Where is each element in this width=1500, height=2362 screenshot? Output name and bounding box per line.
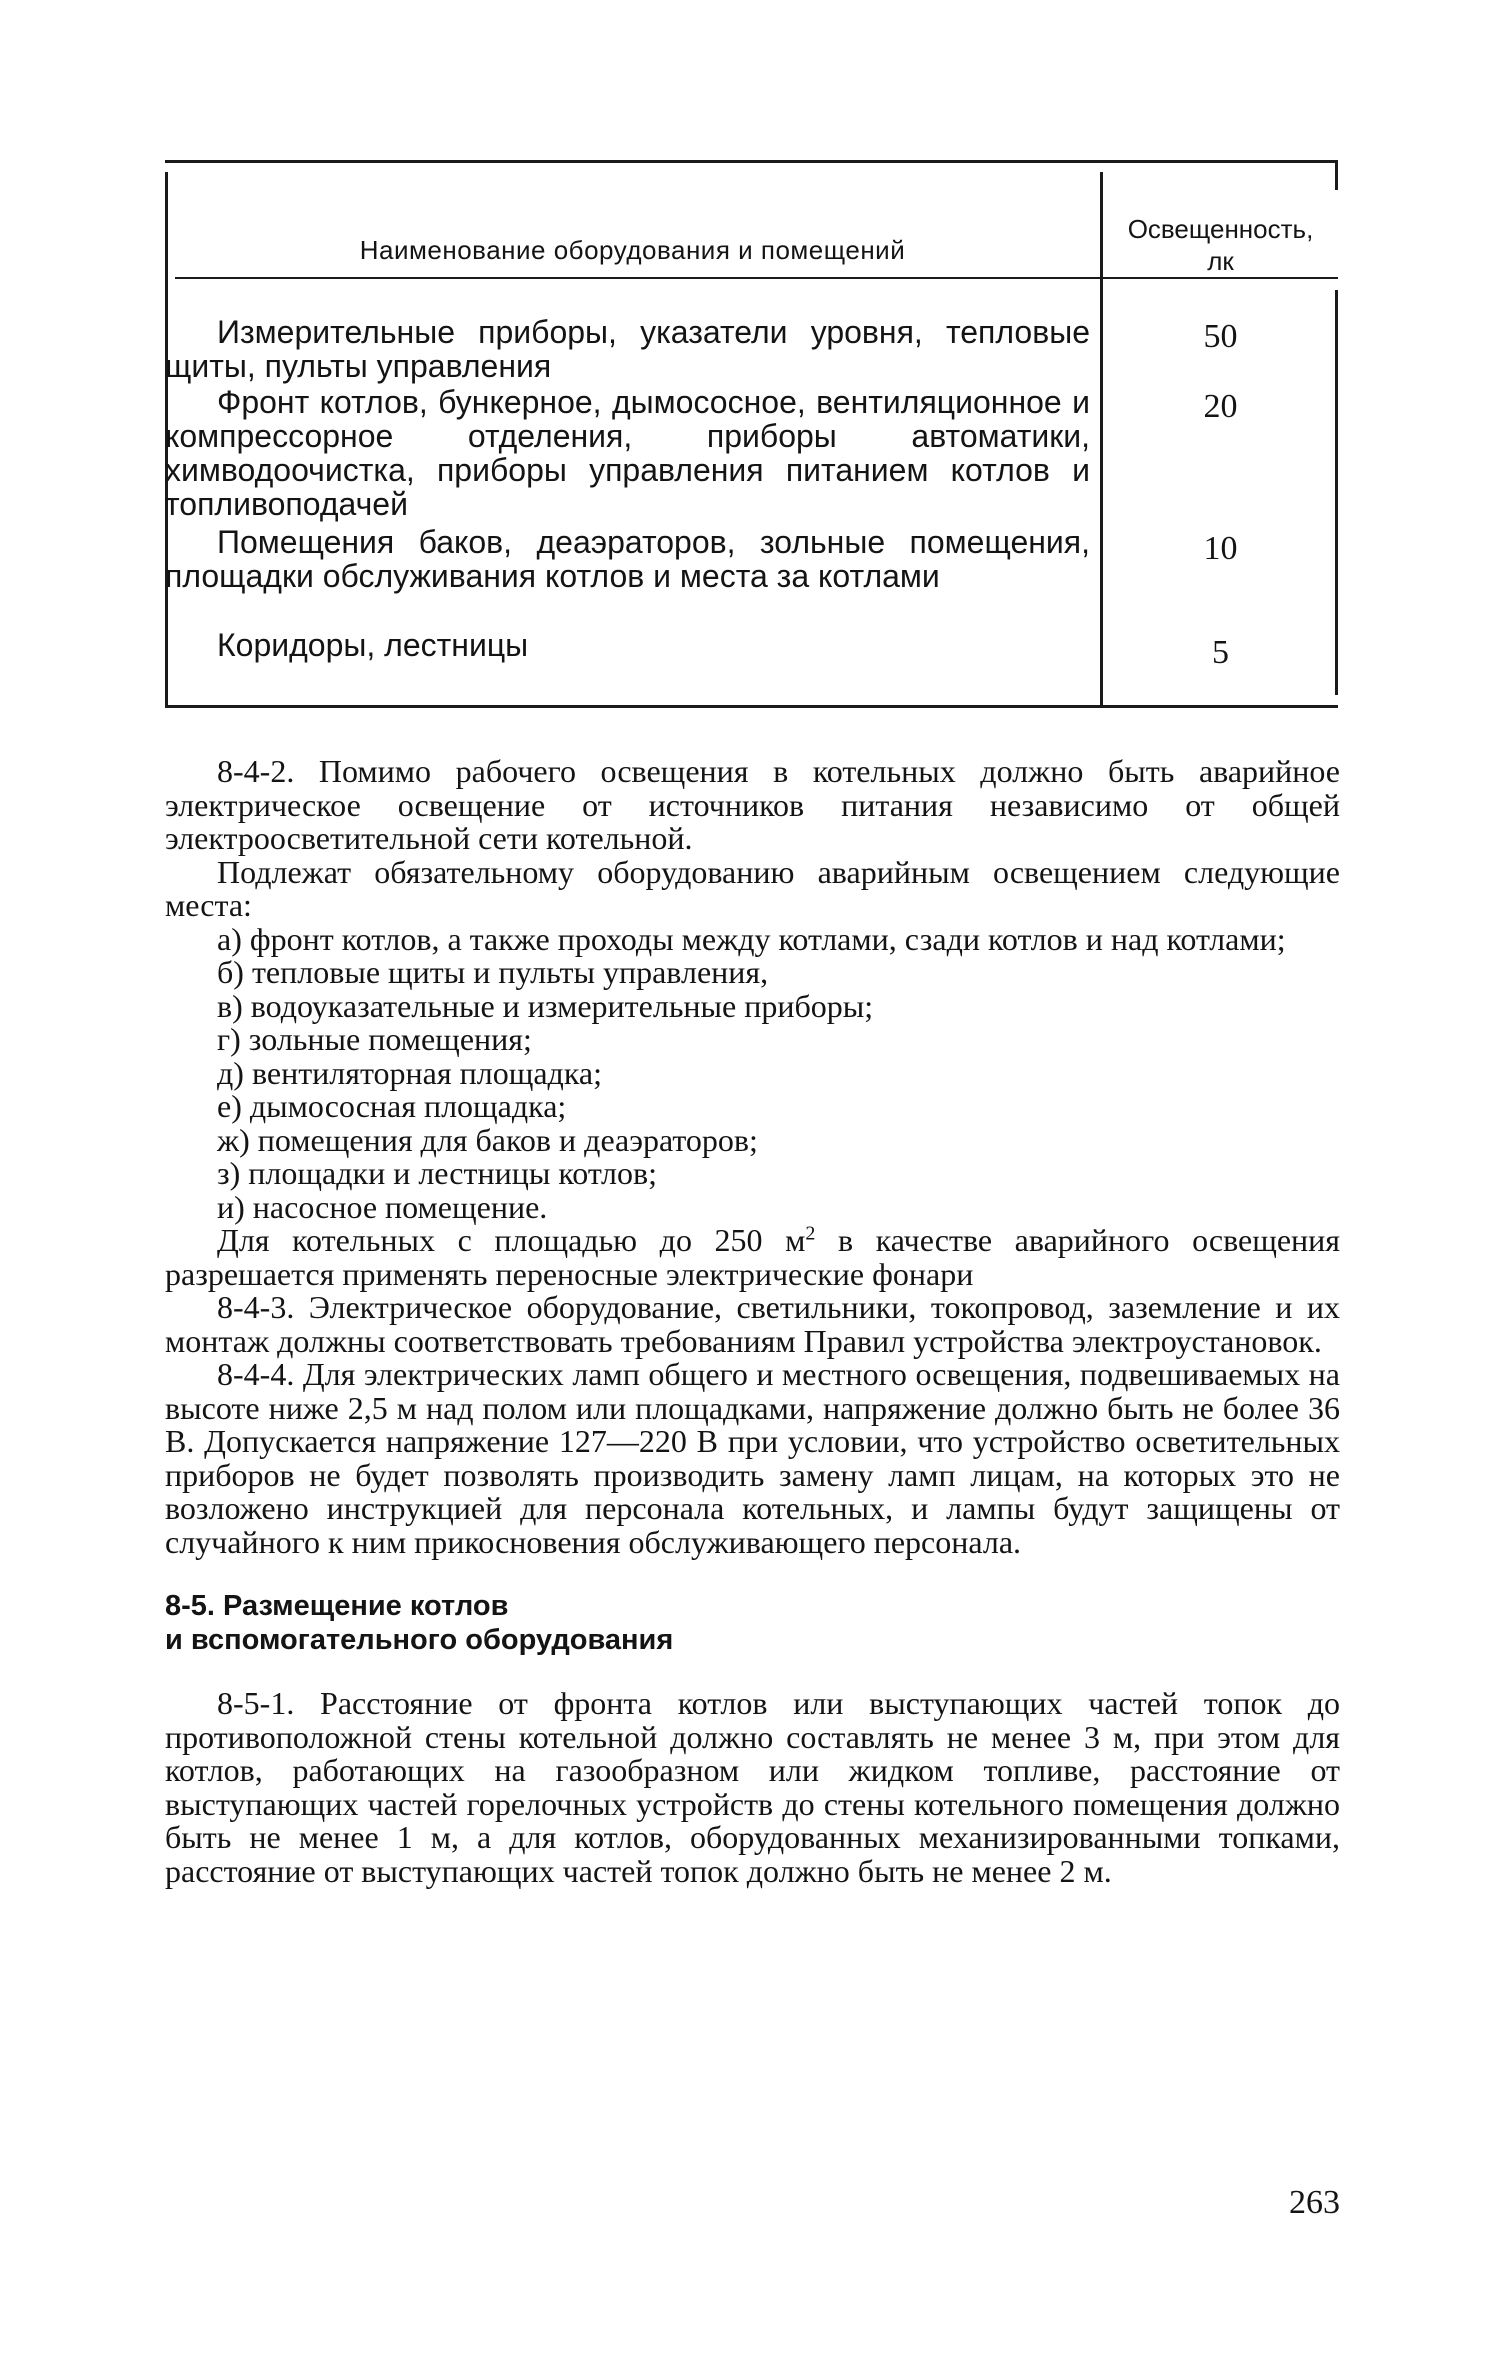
column-header-illumination [1103,190,1338,300]
body-text [165,755,1340,1888]
paragraph-8-5-1: 8-5-1. Расстояние от фронта котлов или выступающих частей топок до противоположной стены котельной должно составлять не менее 3 м, при этом для котлов, работающих на газообразном или жидком топливе, расстояние от выступающих частей горелочных устройств до стены котельного помещения должно быть не менее 1 м, а для котлов, оборудованных механизированными топками, расстояние от выступающих частей топок должно быть не менее 2 м. [165,1685,1340,1889]
column-header-illumination-line1: Освещенность, [1127,214,1314,244]
table-row-value: 5 [1212,634,1229,671]
superscript-two: 2 [805,1222,816,1245]
table-row-value: 10 [1203,530,1238,567]
illumination-table [165,160,1338,705]
table-row-name: Помещения баков, деаэраторов, зольные помещения, площадки обслуживания котлов и места за котлами [165,524,1090,594]
table-row-value: 50 [1203,318,1238,355]
table-row-name: Коридоры, лестницы [217,627,529,663]
section-heading-line2: и вспомогательного оборудования [165,1624,674,1656]
section-heading [165,1589,1340,1657]
section-heading-line1: 8-5. Размещение котлов [165,1590,509,1622]
list-item: е) дымососная площадка; [217,1088,567,1124]
paragraph-portable-lamps: Для котельных с площадью до 250 $м^2$ в качестве аварийного освещения разрешается применять переносные электрические фонари [165,1222,1341,1292]
table-top-rule [165,160,1338,163]
column-header-equipment: Наименование оборудования и помещений [359,234,906,265]
table-bottom-rule [165,705,1338,708]
list-item: д) вентиляторная площадка; [217,1054,602,1091]
table-row-value: 20 [1203,388,1238,425]
list-item: в) водоуказательные и измерительные приборы; [217,987,874,1024]
paragraph-8-4-4: 8-4-4. Для электрических ламп общего и местного освещения, подвешиваемых на высоте ниже 2,5 м над полом или площадками, напряжение должно быть не более 36 В. Допускается напряжение 127—220 В при условии, что устройство осветительных приборов не будет позволять производить замену ламп лицам, на которых это не возложено инструкцией для персонала котельных, и лампы будут защищены от случайного к ним прикосновения обслуживающего персонала. [165,1356,1340,1560]
list-item: ж) помещения для баков и деаэраторов; [217,1121,758,1158]
list-item: б) тепловые щиты и пульты управления, [217,954,769,990]
table-right-top-tick [1335,160,1338,190]
list-item: и) насосное помещение. [217,1188,548,1225]
table-row-name: Фронт котлов, бункерное, дымососное, вентиляционное и компрессорное отделения, приборы автоматики, химводоочистка, приборы управления питанием котлов и топливоподачей [165,384,1090,522]
list-item: а) фронт котлов, а также проходы между котлами, сзади котлов и над котлами; [217,920,1286,957]
paragraph-8-4-3: 8-4-3. Электрическое оборудование, светильники, токопровод, заземление и их монтаж должны соответствовать требованиям Правил устройства электроустановок. [165,1289,1340,1359]
list-item: з) площадки и лестницы котлов; [217,1155,657,1191]
table-row-name: Измерительные приборы, указатели уровня, тепловые щиты, пульты управления [165,314,1090,384]
paragraph-emergency-places: Подлежат обязательному оборудованию аварийным освещением следующие места: [165,853,1340,923]
page-number: 263 [1289,2184,1340,2221]
list-item: г) зольные помещения; [217,1021,532,1057]
column-header-illumination-unit: лк [1207,246,1234,276]
paragraph-8-4-2: 8-4-2. Помимо рабочего освещения в котельных должно быть аварийное электрическое освещение от источников питания независимо от общей электроосветительной сети котельной. [165,753,1340,856]
